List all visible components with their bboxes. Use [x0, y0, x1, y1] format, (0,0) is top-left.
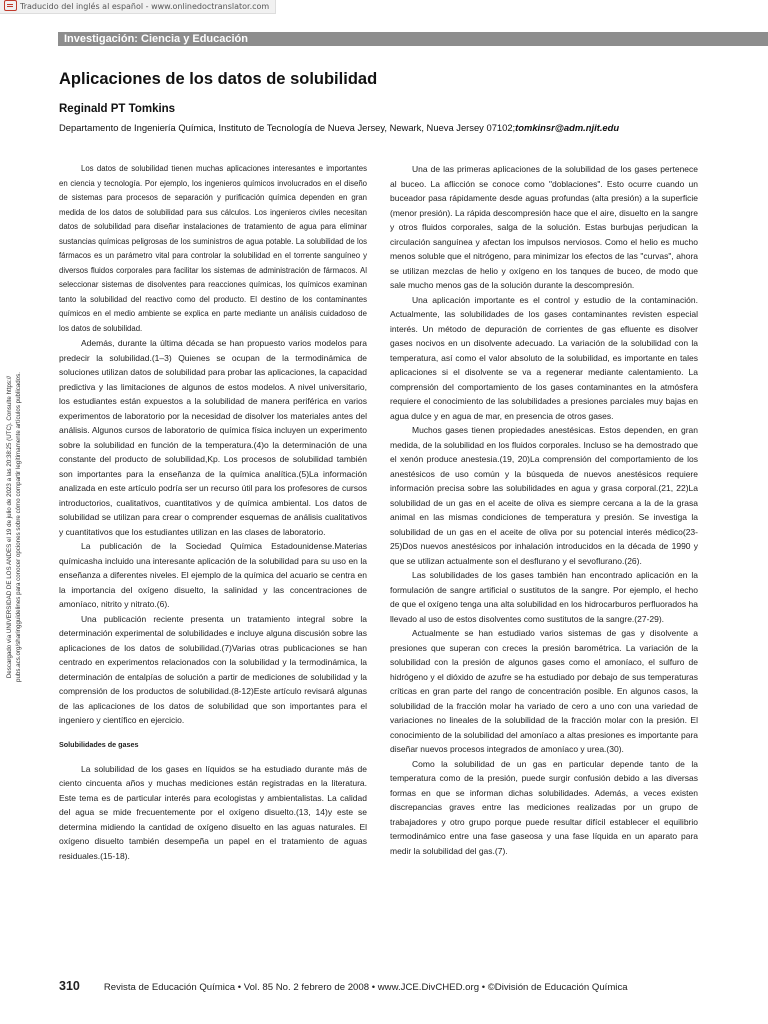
affiliation-text: Departamento de Ingeniería Química, Instituto de Tecnología de Nueva Jersey, Newark, Nueva Jersey 07102;: [59, 122, 516, 133]
download-notice-text: Descargado vía UNIVERSIDAD DE LOS ANDES el 19 de julio de 2023 a las 20:38:25 (UTC). Consulte https:// pubs.acs.org/sharingguidelines para conocer opciones sobre cómo compartir legítimamente artículos publicados.: [6, 372, 22, 682]
author-email[interactable]: tomkinsr@adm.njit.edu: [515, 122, 620, 133]
paragraph: Como la solubilidad de un gas en particular depende tanto de la temperatura como de la presión, puede surgir confusión debido a las diversas formas en que se informan dichas solubilidades. Además, a veces existen discrepancias graves entre las mediciones realizadas por un grupo de trabajadores y otro grupo porque puede resultar difícil establecer el equilibrio termodinámico entre una fase gaseosa y una fase líquida en un aparato para medir la solubilidad del gas.(7).: [390, 758, 698, 856]
section-heading: Solubilidades de gases: [59, 739, 139, 749]
download-notice: [2, 335, 26, 720]
journal-info: Revista de Educación Química • Vol. 85 No. 2 febrero de 2008 • www.JCE.DivCHED.org • ©División de Educación Química: [103, 982, 628, 993]
paragraph: Los datos de solubilidad tienen muchas aplicaciones interesantes e importantes en ciencia y tecnología. Por ejemplo, los ingenieros químicos involucrados en el diseño de sistemas para procesos de separación y purificación química dependen en gran medida de los datos de solubilidad para sus cálculos. Los ingenieros civiles necesitan datos de solubilidad para diseñar instalaciones de tratamiento de agua para eliminar sustancias químicas peligrosas de los suministros de agua potable. La solubilidad de los fármacos es un parámetro vital para controlar la solubilidad en el torrente sanguíneo y diversos fluidos corporales para facilitar los sistemas de administración de fármacos. Al seleccionar sistemas de disolventes para reacciones químicas, los químicos examinan tanto la solubilidad del reactivo como del producto. El destino de los contaminantes químicos en el medio ambiente se explica en parte mediante un análisis cuidadoso de los datos de solubilidad.: [59, 164, 367, 333]
author-affiliation: [59, 122, 619, 133]
paragraph: Una publicación reciente presenta un tratamiento integral sobre la determinación experimental de solubilidades e incluye alguna discusión sobre las aplicaciones de los datos de solubilidad.(7)Varias otras publicaciones se han centrado en experimentos relacionados con la solubilidad y la termodinámica, la determinación de entalpías de solución a partir de mediciones de solubilidad y la comprensión de los productos de solubilidad.(8-12)Este artículo revisará algunas de las aplicaciones de los datos de solubilidad que son importantes para el ingeniero y científico en ejercicio.: [59, 613, 367, 725]
translator-banner[interactable]: [0, 0, 276, 14]
paragraph: Actualmente se han estudiado varios sistemas de gas y disolvente a presiones que superan con creces la presión barométrica. La variación de la solubilidad con la presión de algunos gases como el amoníaco, el sulfuro de hidrógeno y el dióxido de azufre se ha estudiado por debajo de sus temperaturas críticas en gran parte del rango de concentración posible. En algunos casos, la solubilidad de la fracción molar ha variado de cero a uno con una variedad de variaciones no lineales de la solubilidad de la fracción molar con la presión. El conocimiento de la solubilidad del amoníaco a altas presiones es importante para diseñar nuevos procesos integrados de amoníaco y urea.(30).: [390, 628, 698, 754]
section-header: Investigación: Ciencia y Educación: [58, 32, 768, 46]
right-column: [390, 162, 698, 858]
paragraph: Además, durante la última década se han propuesto varios modelos para predecir la solubilidad.(1–3) Quienes se ocupan de la termodinámica de soluciones utilizan datos de solubilidad para probar las aplicaciones, la capacidad predictiva y las limitaciones de algunos de estos modelos. A nivel universitario, los estudiantes están expuestos a la solubilidad de manera periférica en varios experimentos de laboratorio por la necesidad de disolver los materiales antes del análisis. Algunos cursos de laboratorio de química física incluyen un experimento sobre la solubilidad en función de la temperatura.(4)o la determinación de una constante del producto de solubilidad,Kp. Los procesos de solubilidad también son importantes para la enseñanza de la química analítica.(5)La información analizada en este artículo podría ser un recurso útil para los profesores de cursos introductorios, cualitativos, cuantitativos y de química ambiental. Los datos de solubilidad se utilizan para crear o comprender esquemas de análisis cualitativos y cuantitativos que los estudiantes utilizan en las clases de laboratorio.: [59, 338, 367, 537]
paragraph: Una aplicación importante es el control y estudio de la contaminación. Actualmente, las solubilidades de los gases contaminantes revisten especial interés. Un método de depuración de corrientes de gas efluente es disolver gases nocivos en un disolvente adecuado. La variación de la solubilidad con la temperatura, así como el valor absoluto de la solubilidad, es importante en tales aplicaciones si el disolvente se va a regenerar mediante calentamiento. La comprensión del comportamiento de los gases contaminantes en la atmósfera requiere el conocimiento de las solubilidades a presiones parciales muy bajas en agua dulce y en agua de mar, en presencia de otros gases.: [390, 294, 698, 421]
paragraph: Muchos gases tienen propiedades anestésicas. Estos dependen, en gran medida, de la solubilidad en los fluidos corporales. Incluso se ha demostrado que el xenón produce anestesia.(19, 20)La comprensión del comportamiento de los anestésicos de uso común y la búsqueda de nuevos anestésicos requiere información precisa sobre las solubilidades en agua y grasa corporal.(21, 22)La solubilidad de un gas en el aceite de oliva es siempre cercana a la de la grasa animal en las mismas condiciones de temperatura y presión. Se investiga la solubilidad de un gas en el aceite de oliva por su potencial interés médico(23-25)Dos nuevos anestésicos por inhalación introducidos en la década de 1990 y que se utilizan actualmente son el desflurano y el sevoflurano.(26).: [390, 425, 698, 566]
paragraph: Una de las primeras aplicaciones de la solubilidad de los gases pertenece al buceo. La aflicción se conoce como "doblaciones". Esto ocurre cuando un buceador pasa rápidamente desde aguas profundas (alta presión) a la superficie (menor presión). La rápida descompresión hace que el aire, disuelto en la sangre y otros fluidos corporales, salga de la solución. Estas burbujas perjudican la circulación sanguínea y afectan los impulsos nerviosos. Como el helio es mucho menos soluble que el nitrógeno, para minimizar los efectos de las "curvas", ahora se utilizan mezclas de helio y oxígeno en los tanques de buceo, de modo que sale mucho menos gas de la solución durante la descompresión.: [390, 164, 698, 290]
paragraph: La publicación de la Sociedad Química Estadounidense.Materias químicasha incluido una interesante aplicación de la solubilidad para su uso en la enseñanza a diferentes niveles. El ejemplo de la química del acuario se centra en la importancia del oxígeno disuelto, la salinidad y las concentraciones de amoníaco, nitrito y nitrato.(6).: [59, 541, 367, 609]
page-number: 310: [59, 979, 80, 993]
translator-banner-text: Traducido del inglés al español - www.onlinedoctranslator.com: [20, 2, 270, 11]
article-title: Aplicaciones de los datos de solubilidad: [59, 70, 378, 88]
paragraph: Las solubilidades de los gases también han encontrado aplicación en la formulación de sangre artificial o sustitutos de la sangre. Por ejemplo, el hecho de que el oxígeno tenga una alta solubilidad en los hidrocarburos perfluorados ha llevado al uso de estos disolventes como sustitutos de la sangre.(27-29).: [390, 570, 698, 624]
page-footer: [59, 977, 628, 995]
paragraph: La solubilidad de los gases en líquidos se ha estudiado durante más de ciento cincuenta años y muchas mediciones están registradas en la literatura. Este tema es de particular interés para ecologistas y ambientalistas. La calidad del agua se mide frecuentemente por el oxígeno disuelto.(13, 14)y este se determina midiendo la cantidad de oxígeno disuelto en las aguas naturales. El oxígeno disuelto también desempeña un papel en el tratamiento de aguas residuales.(15-18).: [59, 763, 367, 861]
author-name: Reginald PT Tomkins: [59, 103, 176, 115]
left-column: [59, 162, 367, 863]
translate-icon: [4, 0, 17, 11]
